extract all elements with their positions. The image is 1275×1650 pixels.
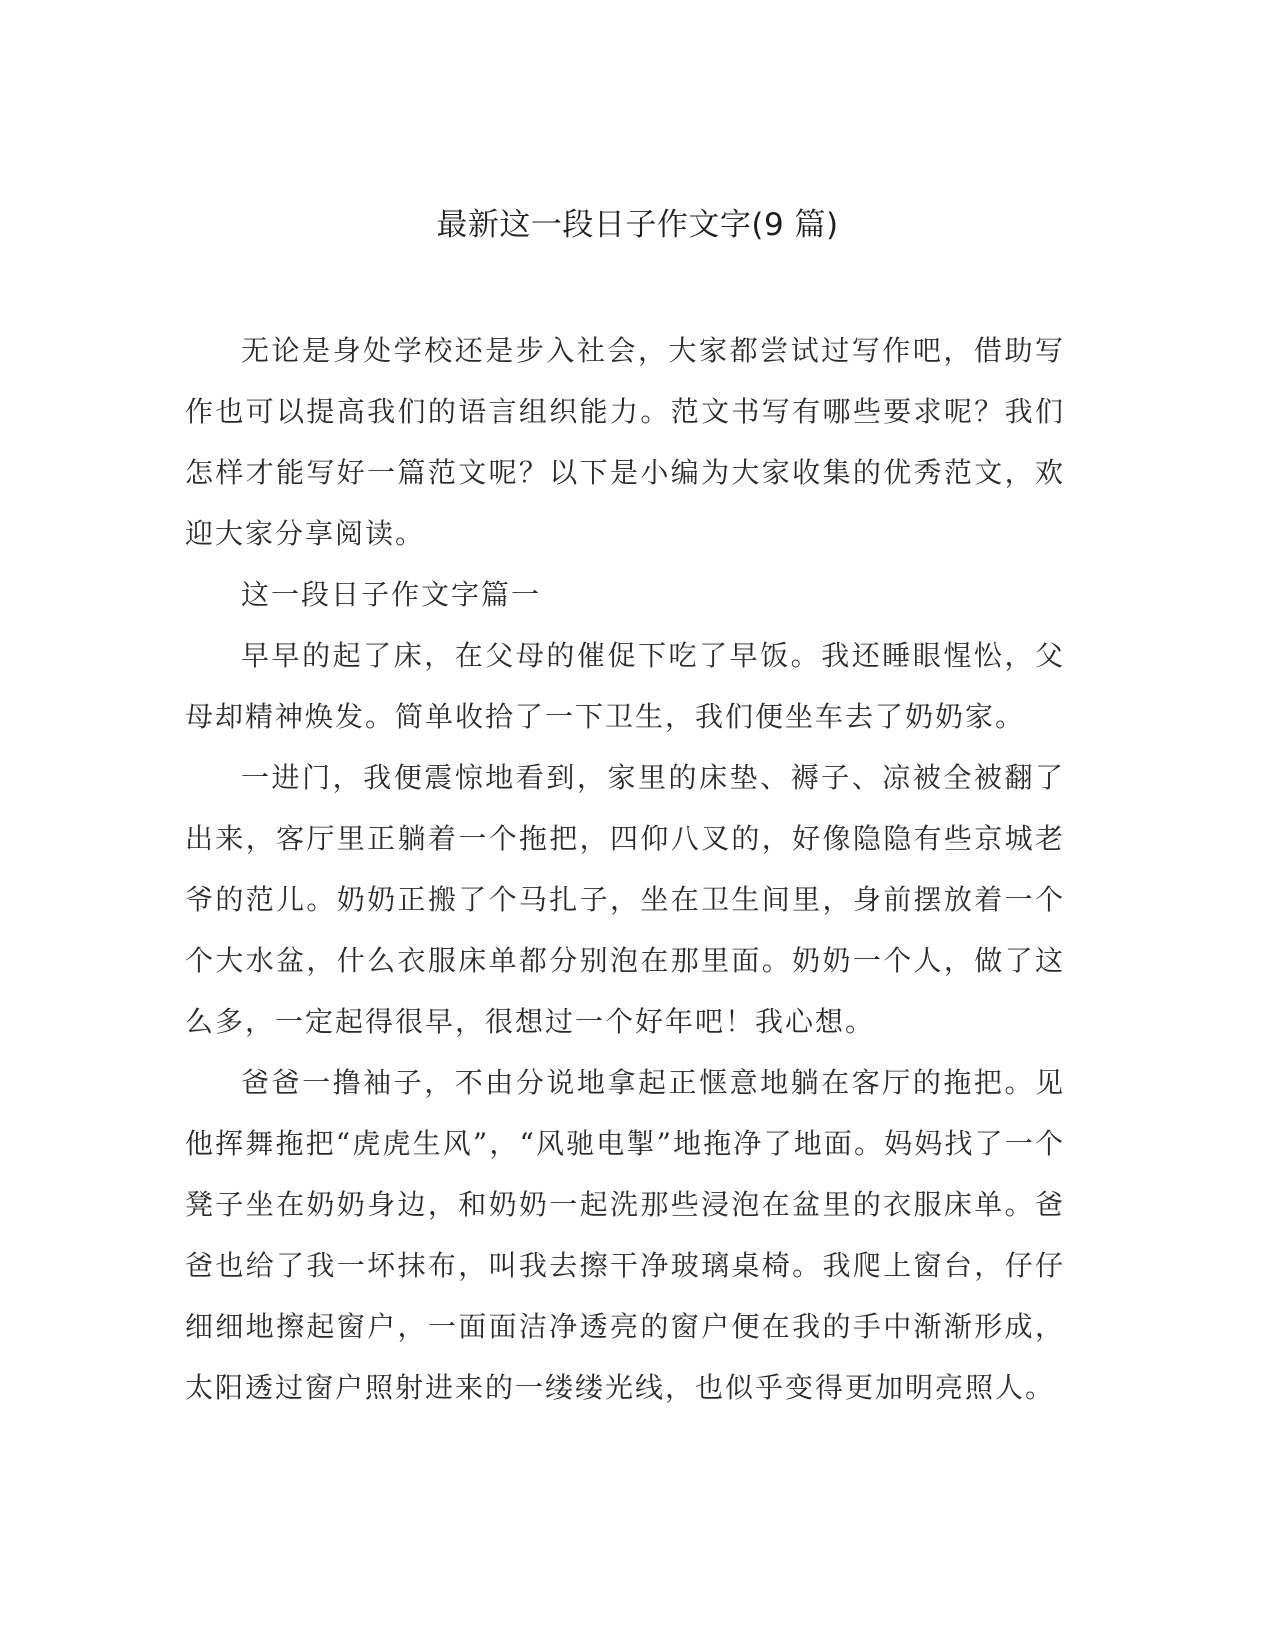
- section-heading: 这一段日子作文字篇一: [241, 578, 542, 611]
- body-paragraph: 爸爸一撸袖子，不由分说地拿起正惬意地躺在客厅的拖把。见他挥舞拖把“虎虎生风”，“风驰电掣”地拖净了地面。妈妈找了一个凳子坐在奶奶身边，和奶奶一起洗那些浸泡在盆里的衣服床单。爸爸也给了我一坏抹布，叫我去擦干净玻璃桌椅。我爬上窗台，仔仔细细地擦起窗户，一面面洁净透亮的窗户便在我的手中渐渐形成，太阳透过窗户照射进来的一缕缕光线，也似乎变得更加明亮照人。: [185, 1066, 1065, 1404]
- document-title: 最新这一段日子作文字(9 篇): [436, 207, 839, 243]
- intro-paragraph: 无论是身处学校还是步入社会，大家都尝试过写作吧，借助写作也可以提高我们的语言组织能力。范文书写有哪些要求呢？我们怎样才能写好一篇范文呢？以下是小编为大家收集的优秀范文，欢迎大家分享阅读。: [185, 334, 1065, 550]
- document-body: [185, 320, 1065, 1418]
- body-paragraph: 一进门，我便震惊地看到，家里的床垫、褥子、凉被全被翻了出来，客厅里正躺着一个拖把，四仰八叉的，好像隐隐有些京城老爷的范儿。奶奶正搬了个马扎子，坐在卫生间里，身前摆放着一个个大水盆，什么衣服床单都分别泡在那里面。奶奶一个人，做了这么多，一定起得很早，很想过一个好年吧！我心想。: [185, 761, 1065, 1038]
- body-paragraph: 早早的起了床，在父母的催促下吃了早饭。我还睡眼惺忪，父母却精神焕发。简单收拾了一下卫生，我们便坐车去了奶奶家。: [185, 639, 1065, 733]
